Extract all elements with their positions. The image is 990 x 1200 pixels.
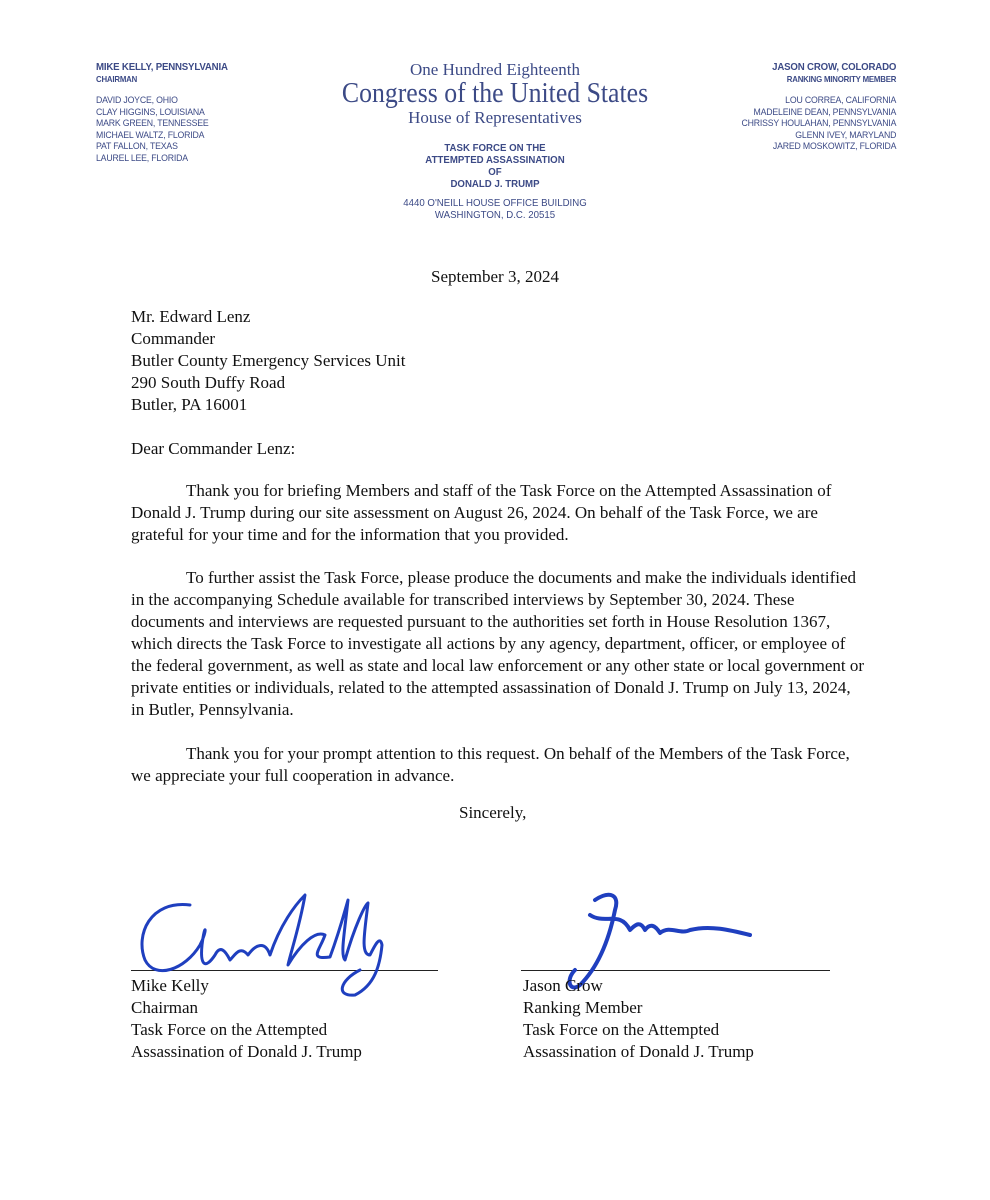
body-paragraph: Thank you for your prompt attention to this request. On behalf of the Members of the Task Force, we appreciate your full cooperation in advance.	[131, 744, 850, 785]
body-paragraph: To further assist the Task Force, please produce the documents and make the individuals identified in the accompanying Schedule available for transcribed interviews by September 30, 2024. These documents and interviews are requested pursuant to the authorities set forth in House Resolution 1367, which directs the Task Force to investigate all actions by any agency, department, officer, or employee of the federal government, as well as state and local law enforcement or any other state or local government or private entities or individuals, related to the attempted assassination of Donald J. Trump on July 13, 2024, in Butler, Pennsylvania.	[131, 568, 865, 719]
task-force-line: DONALD J. TRUMP	[450, 178, 540, 190]
chairman-title: CHAIRMAN	[96, 73, 138, 84]
chairman-name: MIKE KELLY, PENNSYLVANIA	[96, 61, 228, 73]
address-line: Butler County Emergency Services Unit	[131, 351, 406, 370]
member: JARED MOSKOWITZ, FLORIDA	[772, 141, 896, 152]
member: MICHAEL WALTZ, FLORIDA	[96, 129, 205, 141]
recipient-address	[131, 306, 405, 416]
member: MARK GREEN, TENNESSEE	[96, 118, 209, 129]
member: PAT FALLON, TEXAS	[96, 141, 178, 152]
address-line: Commander	[131, 329, 216, 348]
signatory-title: Ranking Member	[523, 998, 643, 1017]
office-address	[316, 197, 675, 221]
signatory-org: Assassination of Donald J. Trump	[523, 1042, 754, 1061]
signatory-org: Assassination of Donald J. Trump	[131, 1042, 362, 1061]
chamber: House of Representatives	[408, 108, 582, 127]
member: CHRISSY HOULAHAN, PENNSYLVANIA	[741, 118, 896, 129]
salutation: Dear Commander Lenz:	[131, 439, 296, 458]
member: CLAY HIGGINS, LOUISIANA	[96, 106, 205, 118]
ranking-member-name: JASON CROW, COLORADO	[771, 61, 896, 73]
member: LAUREL LEE, FLORIDA	[96, 152, 188, 164]
signatory-title: Chairman	[131, 998, 199, 1017]
task-force-line: TASK FORCE ON THE	[444, 142, 546, 154]
address-line: Mr. Edward Lenz	[131, 307, 251, 326]
letterhead-center	[300, 60, 690, 221]
signature-block-chairman	[131, 975, 362, 1063]
member: GLENN IVEY, MARYLAND	[795, 129, 896, 141]
task-force-line: ATTEMPTED ASSASSINATION	[425, 154, 565, 166]
member: DAVID JOYCE, OHIO	[96, 95, 178, 106]
task-force-name	[316, 142, 675, 190]
signature-block-ranking-member	[523, 975, 754, 1063]
task-force-line: OF	[488, 166, 502, 178]
address-line: WASHINGTON, D.C. 20515	[434, 209, 556, 221]
signatory-name: Mike Kelly	[131, 976, 209, 995]
ranking-member-title: RANKING MINORITY MEMBER	[786, 73, 896, 84]
member: LOU CORREA, CALIFORNIA	[784, 95, 896, 106]
signatory-org: Task Force on the Attempted	[523, 1020, 720, 1039]
address-line: 4440 O'NEILL HOUSE OFFICE BUILDING	[403, 197, 587, 209]
closing: Sincerely,	[459, 803, 527, 822]
minority-members	[741, 62, 896, 153]
letter-date: September 3, 2024	[431, 267, 559, 286]
congress-title: Congress of the United States	[341, 78, 649, 109]
member: MADELEINE DEAN, PENNSYLVANIA	[753, 106, 896, 118]
body-paragraph: Thank you for briefing Members and staff of the Task Force on the Attempted Assassination of Donald J. Trump during our site assessment on August 26, 2024. On behalf of the Task Force, we are grateful for your time and for the information that you provided.	[131, 481, 832, 544]
signatory-name: Jason Crow	[523, 976, 603, 995]
address-line: Butler, PA 16001	[131, 395, 248, 414]
address-line: 290 South Duffy Road	[131, 373, 286, 392]
signatory-org: Task Force on the Attempted	[131, 1020, 328, 1039]
majority-members	[96, 62, 228, 164]
congress-number: One Hundred Eighteenth	[410, 60, 580, 79]
